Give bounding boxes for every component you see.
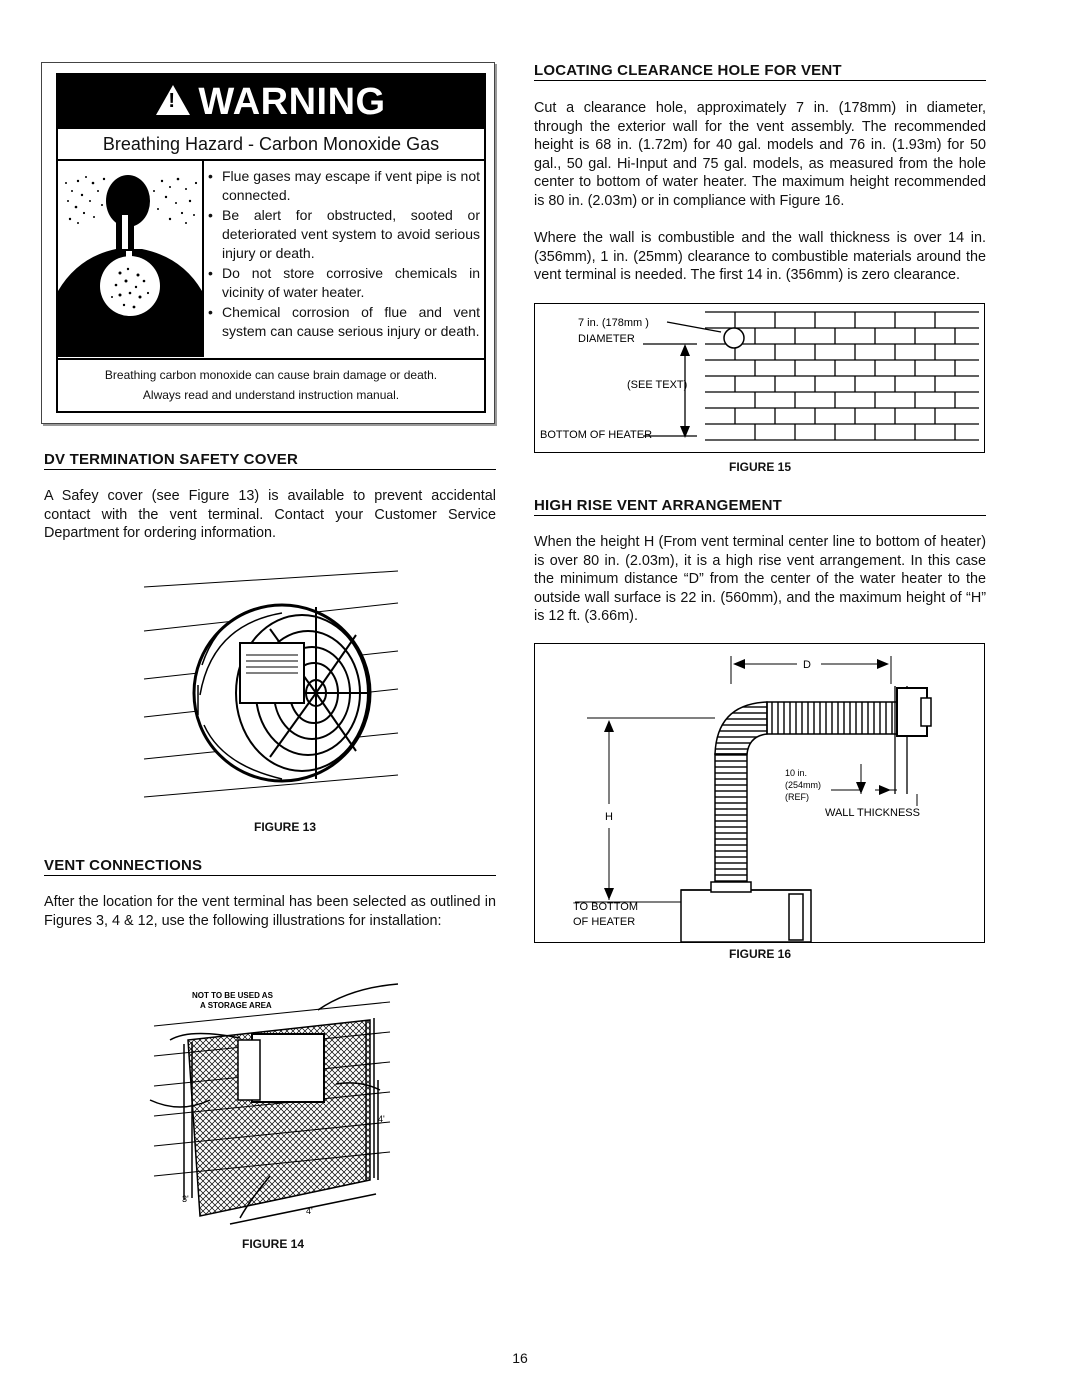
section-heading-vent-connections: VENT CONNECTIONS [44,857,496,876]
page-number: 16 [512,1350,528,1366]
section-heading-clearance-hole: LOCATING CLEARANCE HOLE FOR VENT [534,62,986,81]
warning-panel [56,73,486,413]
warning-subtitle: Breathing Hazard - Carbon Monoxide Gas [58,129,484,161]
warning-title: WARNING [198,80,386,123]
warning-bullet: • Chemical corrosion of flue and vent system can cause serious injury or death. [208,303,480,341]
warning-footer-line: Breathing carbon monoxide can cause brain damage or death. [104,368,438,382]
figure-13-illustration [142,565,402,805]
warning-box [41,62,495,424]
warning-bullet: • Be alert for obstructed, sooted or deteriorated vent system to avoid serious injury or death. [208,206,480,263]
fig16-label-10in-2: (254mm) [785,780,822,790]
fig16-label-d: D [803,659,811,671]
warning-header [58,75,484,129]
warning-bullets [208,167,480,342]
fig15-label-bottom: BOTTOM OF HEATER [540,429,653,441]
fig16-label-10in-1: 10 in. [785,768,808,778]
fig16-label-h: H [605,811,613,823]
warning-bullet: • Do not store corrosive chemicals in vicinity of water heater. [208,264,480,302]
breathing-hazard-illustration [58,161,204,357]
fig16-label-bottom-1: TO BOTTOM [573,901,638,913]
high-rise-text: When the height H (From vent terminal center line to bottom of heater) is over 80 in. (2.03m), it is a high rise vent arrangement. In this case the minimum distance “D” from the center of the water heater to the outside wall surface is 22 in. (560mm), and the maximum height of “H” is 12 ft. (3.66m). [534,534,986,624]
figure-16-illustration [534,643,985,943]
section-heading-high-rise: HIGH RISE VENT ARRANGEMENT [534,497,986,516]
dv-cover-text: A Safey cover (see Figure 13) is available to prevent accidental contact with the vent terminal. Contact your Customer Service Department for ordering information. [44,488,496,541]
warning-footer [58,358,484,413]
vent-connections-text: After the location for the vent terminal has been selected as outlined in Figures 3, 4 & 12, use the following illustrations for installation: [44,894,496,929]
warning-bullet: • Flue gases may escape if vent pipe is not connected. [208,167,480,205]
fig14-label-storage-1: NOT TO BE USED AS [192,991,273,1000]
fig15-label-diameter-1: 7 in. (178mm ) [578,317,649,329]
warning-footer-line: Always read and understand instruction manual. [142,388,400,402]
figure-14-caption: FIGURE 14 [241,1237,304,1251]
section-heading-dv-cover: DV TERMINATION SAFETY COVER [44,451,496,470]
clearance-hole-text-1: Cut a clearance hole, approximately 7 in. (178mm) in diameter, through the exterior wall for the vent assembly. The recommended height is 68 in. (1.72m) for 40 gal. models and 76 in. (1.93m) for 50 gal., 50 gal. Hi-Input and 75 gal. models, as measured from the hole center to bottom of water heater. The maximum height recommended is 80 in. (2.03m) or in compliance with Figure 16. [534,100,986,209]
warning-triangle-icon: ! [156,85,190,115]
clearance-hole-text-2: Where the wall is combustible and the wall thickness is over 14 in. (356mm), 1 in. (25mm) clearance to combustible materials around the vent terminal is needed. The first 14 in. (356mm) is zero clearance. [534,230,986,283]
fig14-label-storage-2: A STORAGE AREA [200,1001,272,1010]
figure-16-caption: FIGURE 16 [728,947,791,961]
fig15-label-see-text: (SEE TEXT) [627,379,688,391]
fig16-label-10in-3: (REF) [785,792,809,802]
figure-15-caption: FIGURE 15 [728,460,791,474]
fig16-label-bottom-2: OF HEATER [573,916,636,928]
fig15-label-diameter-2: DIAMETER [578,333,635,345]
figure-15-illustration [534,303,985,453]
fig16-label-wall: WALL THICKNESS [825,807,920,819]
figure-14-illustration [140,980,400,1230]
fig14-dim-3: 3' [182,1194,189,1204]
fig14-dim-4-bottom: 4' [306,1206,313,1216]
figure-13-caption: FIGURE 13 [253,820,316,834]
fig14-dim-4-right: 4' [378,1114,385,1124]
